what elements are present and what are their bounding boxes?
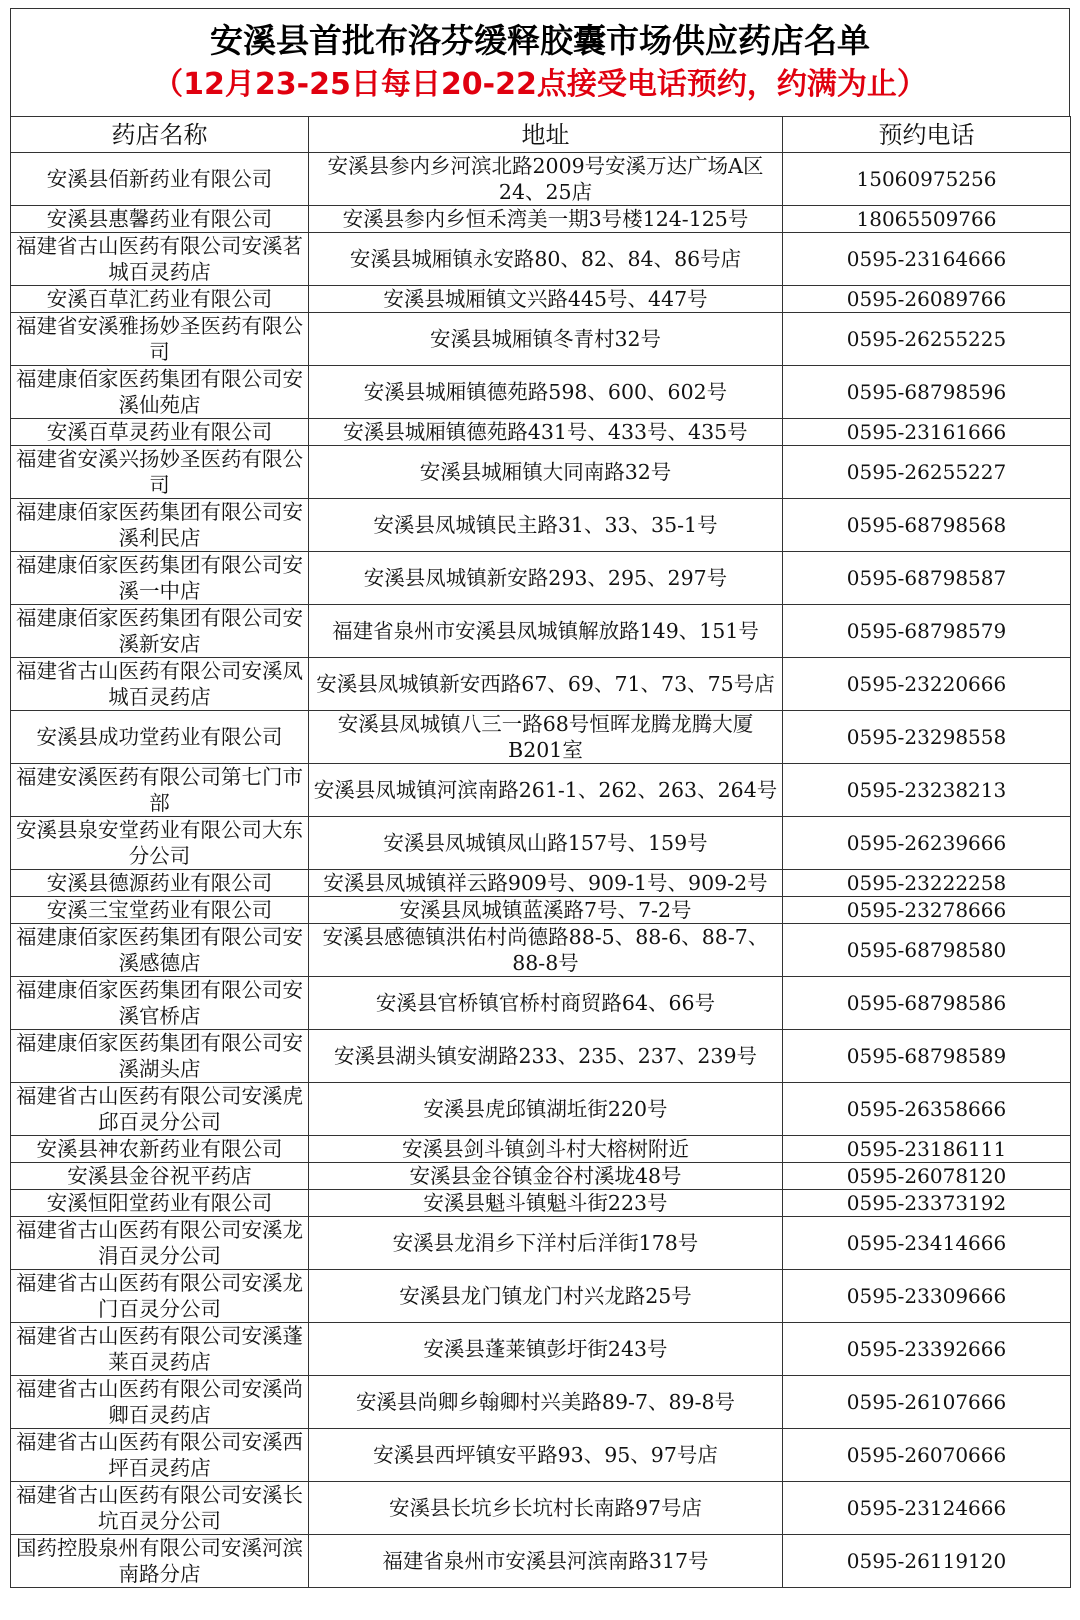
address-cell: 福建省泉州市安溪县凤城镇解放路149、151号 — [309, 605, 783, 658]
phone-cell: 18065509766 — [783, 206, 1071, 233]
table-header-row — [11, 117, 1071, 153]
table-row — [11, 1376, 1071, 1429]
address-cell: 安溪县剑斗镇剑斗村大榕树附近 — [309, 1136, 783, 1163]
address-cell: 安溪县凤城镇新安西路67、69、71、73、75号店 — [309, 658, 783, 711]
phone-cell: 0595-23220666 — [783, 658, 1071, 711]
pharmacy-name-cell: 安溪县佰新药业有限公司 — [11, 153, 309, 206]
address-cell: 安溪县城厢镇文兴路445号、447号 — [309, 286, 783, 313]
pharmacy-name-cell: 安溪县金谷祝平药店 — [11, 1163, 309, 1190]
table-row — [11, 233, 1071, 286]
table-row — [11, 1535, 1071, 1588]
header-pharmacy-name: 药店名称 — [11, 117, 309, 153]
table-row — [11, 1217, 1071, 1270]
phone-cell: 0595-23186111 — [783, 1136, 1071, 1163]
address-cell: 安溪县凤城镇新安路293、295、297号 — [309, 552, 783, 605]
pharmacy-name-cell: 福建省安溪兴扬妙圣医药有限公司 — [11, 446, 309, 499]
table-row — [11, 366, 1071, 419]
table-row — [11, 552, 1071, 605]
address-cell: 安溪县龙门镇龙门村兴龙路25号 — [309, 1270, 783, 1323]
phone-cell: 0595-23164666 — [783, 233, 1071, 286]
table-row — [11, 1270, 1071, 1323]
phone-cell: 0595-26358666 — [783, 1083, 1071, 1136]
phone-cell: 0595-26078120 — [783, 1163, 1071, 1190]
address-cell: 安溪县参内乡河滨北路2009号安溪万达广场A区24、25店 — [309, 153, 783, 206]
table-row — [11, 870, 1071, 897]
table-row — [11, 499, 1071, 552]
phone-cell: 0595-68798596 — [783, 366, 1071, 419]
table-row — [11, 817, 1071, 870]
pharmacy-name-cell: 福建康佰家医药集团有限公司安溪新安店 — [11, 605, 309, 658]
phone-cell: 0595-26255227 — [783, 446, 1071, 499]
table-row — [11, 1163, 1071, 1190]
address-cell: 安溪县城厢镇大同南路32号 — [309, 446, 783, 499]
pharmacy-name-cell: 福建省古山医药有限公司安溪虎邱百灵分公司 — [11, 1083, 309, 1136]
pharmacy-name-cell: 安溪三宝堂药业有限公司 — [11, 897, 309, 924]
table-row — [11, 764, 1071, 817]
table-row — [11, 658, 1071, 711]
table-row — [11, 1190, 1071, 1217]
header-phone: 预约电话 — [783, 117, 1071, 153]
pharmacy-name-cell: 安溪县泉安堂药业有限公司大东分公司 — [11, 817, 309, 870]
table-row — [11, 1030, 1071, 1083]
phone-cell: 0595-23414666 — [783, 1217, 1071, 1270]
address-cell: 安溪县凤城镇凤山路157号、159号 — [309, 817, 783, 870]
table-row — [11, 1482, 1071, 1535]
address-cell: 安溪县凤城镇河滨南路261-1、262、263、264号 — [309, 764, 783, 817]
pharmacy-name-cell: 福建省古山医药有限公司安溪蓬莱百灵药店 — [11, 1323, 309, 1376]
phone-cell: 0595-68798587 — [783, 552, 1071, 605]
address-cell: 安溪县凤城镇蓝溪路7号、7-2号 — [309, 897, 783, 924]
pharmacy-name-cell: 安溪百草汇药业有限公司 — [11, 286, 309, 313]
address-cell: 安溪县金谷镇金谷村溪垅48号 — [309, 1163, 783, 1190]
phone-cell: 0595-23124666 — [783, 1482, 1071, 1535]
pharmacy-name-cell: 安溪县德源药业有限公司 — [11, 870, 309, 897]
pharmacy-name-cell: 福建康佰家医药集团有限公司安溪湖头店 — [11, 1030, 309, 1083]
address-cell: 安溪县城厢镇德苑路431号、433号、435号 — [309, 419, 783, 446]
pharmacy-list-sheet — [10, 8, 1070, 1588]
address-cell: 安溪县龙涓乡下洋村后洋街178号 — [309, 1217, 783, 1270]
phone-cell: 0595-26089766 — [783, 286, 1071, 313]
address-cell: 安溪县参内乡恒禾湾美一期3号楼124-125号 — [309, 206, 783, 233]
pharmacy-table — [10, 116, 1071, 1588]
table-row — [11, 313, 1071, 366]
phone-cell: 0595-23238213 — [783, 764, 1071, 817]
pharmacy-name-cell: 国药控股泉州有限公司安溪河滨南路分店 — [11, 1535, 309, 1588]
table-row — [11, 206, 1071, 233]
pharmacy-name-cell: 安溪县惠馨药业有限公司 — [11, 206, 309, 233]
address-cell: 安溪县官桥镇官桥村商贸路64、66号 — [309, 977, 783, 1030]
pharmacy-name-cell: 福建省古山医药有限公司安溪尚卿百灵药店 — [11, 1376, 309, 1429]
table-row — [11, 897, 1071, 924]
address-cell: 安溪县城厢镇冬青村32号 — [309, 313, 783, 366]
address-cell: 安溪县魁斗镇魁斗街223号 — [309, 1190, 783, 1217]
address-cell: 安溪县西坪镇安平路93、95、97号店 — [309, 1429, 783, 1482]
phone-cell: 0595-68798586 — [783, 977, 1071, 1030]
table-row — [11, 1429, 1071, 1482]
pharmacy-name-cell: 福建省古山医药有限公司安溪茗城百灵药店 — [11, 233, 309, 286]
page-title: 安溪县首批布洛芬缓释胶囊市场供应药店名单 — [210, 21, 870, 60]
pharmacy-name-cell: 安溪恒阳堂药业有限公司 — [11, 1190, 309, 1217]
address-cell: 安溪县凤城镇民主路31、33、35-1号 — [309, 499, 783, 552]
phone-cell: 0595-23309666 — [783, 1270, 1071, 1323]
pharmacy-name-cell: 福建省古山医药有限公司安溪西坪百灵药店 — [11, 1429, 309, 1482]
phone-cell: 0595-26119120 — [783, 1535, 1071, 1588]
phone-cell: 0595-68798579 — [783, 605, 1071, 658]
table-row — [11, 419, 1071, 446]
pharmacy-name-cell: 福建安溪医药有限公司第七门市部 — [11, 764, 309, 817]
table-row — [11, 977, 1071, 1030]
phone-cell: 0595-23161666 — [783, 419, 1071, 446]
phone-cell: 0595-23373192 — [783, 1190, 1071, 1217]
address-cell: 安溪县虎邱镇湖坵街220号 — [309, 1083, 783, 1136]
pharmacy-name-cell: 福建康佰家医药集团有限公司安溪利民店 — [11, 499, 309, 552]
pharmacy-name-cell: 安溪县神农新药业有限公司 — [11, 1136, 309, 1163]
title-block — [10, 8, 1070, 116]
table-row — [11, 153, 1071, 206]
pharmacy-name-cell: 福建康佰家医药集团有限公司安溪一中店 — [11, 552, 309, 605]
address-cell: 安溪县尚卿乡翰卿村兴美路89-7、89-8号 — [309, 1376, 783, 1429]
phone-cell: 0595-68798568 — [783, 499, 1071, 552]
table-row — [11, 1083, 1071, 1136]
phone-cell: 0595-68798589 — [783, 1030, 1071, 1083]
phone-cell: 0595-26239666 — [783, 817, 1071, 870]
address-cell: 安溪县湖头镇安湖路233、235、237、239号 — [309, 1030, 783, 1083]
phone-cell: 0595-26107666 — [783, 1376, 1071, 1429]
phone-cell: 0595-23278666 — [783, 897, 1071, 924]
pharmacy-name-cell: 福建省古山医药有限公司安溪龙门百灵分公司 — [11, 1270, 309, 1323]
address-cell: 安溪县城厢镇德苑路598、600、602号 — [309, 366, 783, 419]
table-row — [11, 924, 1071, 977]
table-row — [11, 446, 1071, 499]
address-cell: 福建省泉州市安溪县河滨南路317号 — [309, 1535, 783, 1588]
pharmacy-name-cell: 福建省安溪雅扬妙圣医药有限公司 — [11, 313, 309, 366]
phone-cell: 0595-23298558 — [783, 711, 1071, 764]
phone-cell: 0595-23222258 — [783, 870, 1071, 897]
pharmacy-name-cell: 福建康佰家医药集团有限公司安溪官桥店 — [11, 977, 309, 1030]
table-row — [11, 1323, 1071, 1376]
phone-cell: 0595-26255225 — [783, 313, 1071, 366]
pharmacy-name-cell: 安溪百草灵药业有限公司 — [11, 419, 309, 446]
pharmacy-name-cell: 福建省古山医药有限公司安溪龙涓百灵分公司 — [11, 1217, 309, 1270]
address-cell: 安溪县凤城镇八三一路68号恒晖龙腾龙腾大厦B201室 — [309, 711, 783, 764]
address-cell: 安溪县城厢镇永安路80、82、84、86号店 — [309, 233, 783, 286]
pharmacy-name-cell: 安溪县成功堂药业有限公司 — [11, 711, 309, 764]
phone-cell: 0595-68798580 — [783, 924, 1071, 977]
address-cell: 安溪县凤城镇祥云路909号、909-1号、909-2号 — [309, 870, 783, 897]
pharmacy-name-cell: 福建省古山医药有限公司安溪凤城百灵药店 — [11, 658, 309, 711]
header-address: 地址 — [309, 117, 783, 153]
pharmacy-name-cell: 福建康佰家医药集团有限公司安溪仙苑店 — [11, 366, 309, 419]
address-cell: 安溪县感德镇洪佑村尚德路88-5、88-6、88-7、88-8号 — [309, 924, 783, 977]
pharmacy-name-cell: 福建康佰家医药集团有限公司安溪感德店 — [11, 924, 309, 977]
phone-cell: 0595-26070666 — [783, 1429, 1071, 1482]
table-row — [11, 286, 1071, 313]
table-row — [11, 711, 1071, 764]
pharmacy-name-cell: 福建省古山医药有限公司安溪长坑百灵分公司 — [11, 1482, 309, 1535]
table-row — [11, 605, 1071, 658]
table-row — [11, 1136, 1071, 1163]
address-cell: 安溪县长坑乡长坑村长南路97号店 — [309, 1482, 783, 1535]
page-subtitle: （12月23-25日每日20-22点接受电话预约，约满为止） — [153, 67, 927, 102]
phone-cell: 15060975256 — [783, 153, 1071, 206]
address-cell: 安溪县蓬莱镇彭圩街243号 — [309, 1323, 783, 1376]
phone-cell: 0595-23392666 — [783, 1323, 1071, 1376]
